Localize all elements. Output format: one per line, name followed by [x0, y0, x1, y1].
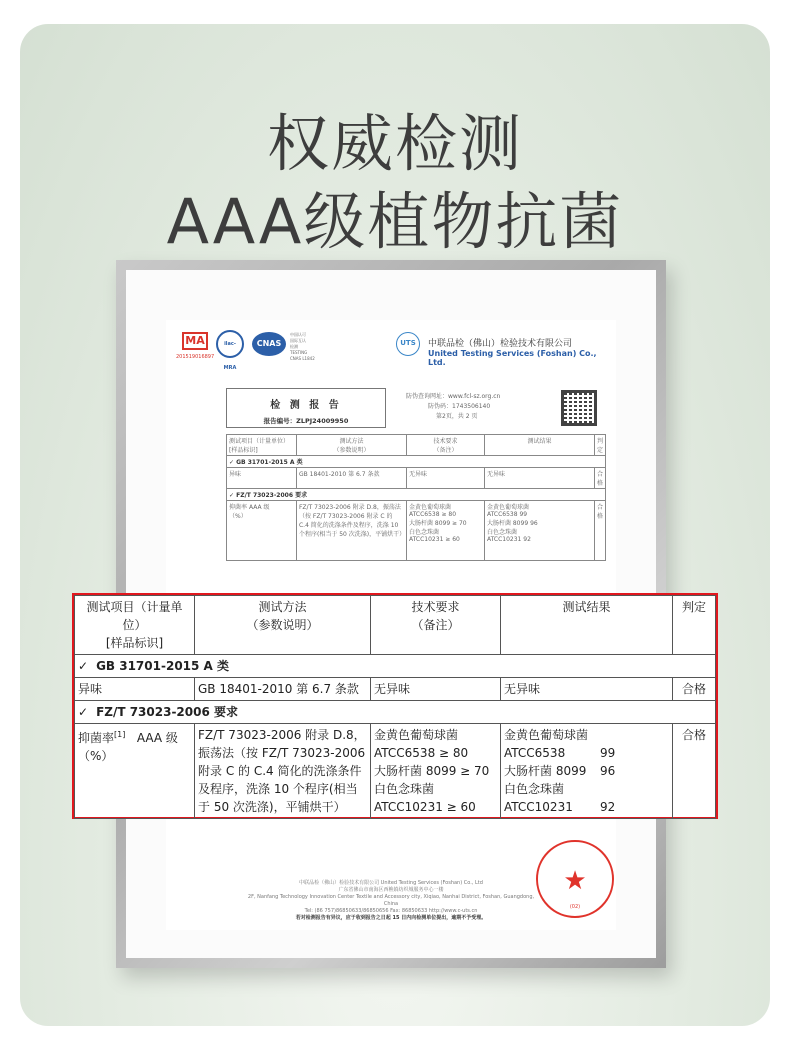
- header-method: 测试方法: [258, 600, 307, 614]
- small-header-result: 测试结果: [484, 435, 594, 456]
- small-res3-val: 96: [530, 520, 538, 527]
- small-res5-name: ATCC10231: [486, 536, 522, 543]
- small-res2-name: ATCC6538: [486, 511, 518, 518]
- small-row2-grade: AAA 级: [248, 504, 270, 511]
- res-candida-row: [504, 798, 669, 816]
- section-row-gb: [75, 655, 716, 678]
- row1-result: 无异味: [501, 678, 673, 701]
- small-header-row: [227, 435, 606, 456]
- qr-code-icon: [561, 390, 597, 426]
- footer-line3: 2F, Nanfang Technology Innovation Center Textile and Accessory city, Xiqiao, Nanhai District, Foshan, Guangdong, China: [247, 894, 535, 907]
- req-candida: 白色念珠菌: [374, 782, 435, 796]
- row2-unit: （%）: [78, 749, 114, 763]
- res-staph-value: 99: [600, 746, 616, 760]
- small-res2-val: 99: [519, 511, 528, 518]
- res-staph-code: ATCC6538: [504, 746, 566, 760]
- res-ecoli-name: 大肠杆菌 8099: [504, 764, 587, 778]
- small-section-row: ✓ FZ/T 73023-2006 要求: [227, 489, 606, 501]
- req-ecoli: 大肠杆菌 8099 ≥ 70: [374, 764, 490, 778]
- header-item-sub: [样品标识]: [105, 636, 164, 650]
- row1-item: 异味: [75, 678, 195, 701]
- small-header-item: 测试项目（计量单位）: [229, 438, 290, 445]
- small-req1: 金黄色葡萄球菌: [408, 504, 451, 511]
- res-candida-code: ATCC10231: [504, 800, 573, 814]
- report-title-box: [226, 388, 386, 428]
- small-res5-val: 92: [523, 536, 531, 543]
- report-title: 检 测 报 告: [270, 400, 342, 411]
- req-staph: 金黄色葡萄球菌: [374, 728, 459, 742]
- page-info: 第2页，共 2 页: [436, 413, 478, 420]
- small-res3-name: 大肠杆菌 8099: [486, 520, 529, 527]
- cma-logo-icon: MA: [182, 332, 208, 350]
- footer-bold: 若对检测报告有异议，应于收到报告之日起 15 日内向检测单位提出，逾期不予受理。: [295, 915, 487, 921]
- footer-line1: 中联品检（佛山）检验技术有限公司 United Testing Services (Foshan) Co., Ltd: [299, 880, 483, 886]
- section-gb-label: GB 31701-2015 A 类: [96, 659, 230, 673]
- uts-logo-icon: UTS: [396, 332, 420, 356]
- req-candida-value: ATCC10231 ≥ 60: [374, 800, 476, 814]
- header-method-sub: （参数说明）: [246, 618, 319, 632]
- headline-line2: AAA级植物抗菌: [166, 185, 624, 258]
- table-header-row: [75, 596, 716, 655]
- small-row2-method: FZ/T 73023-2006 附录 D.8，振荡法（按 FZ/T 73023-2006 附录 C 的 C.4 简化的洗涤条件及程序，洗涤 10 个程序(相当于 50 次洗涤)，平铺烘干）: [296, 501, 406, 561]
- check-icon: ✓: [78, 705, 89, 719]
- small-req2: ATCC6538 ≥ 80: [408, 511, 457, 518]
- small-row2-unit: （%）: [229, 513, 247, 520]
- row2-item: 抑菌率: [78, 731, 115, 745]
- anti-fake-code: 防伪码：1743506140: [428, 403, 491, 410]
- row1-method: GB 18401-2010 第 6.7 条款: [195, 678, 371, 701]
- small-row2-item: 抑菌率: [229, 504, 248, 511]
- res-ecoli-row: [504, 762, 669, 780]
- small-header-req: 技术要求: [433, 438, 458, 445]
- small-res4: 白色念珠菌: [486, 529, 517, 536]
- headline-line1: 权威检测: [266, 107, 523, 180]
- res-candida-value: 92: [600, 800, 616, 814]
- report-footer: [246, 880, 536, 922]
- anti-fake-info: [406, 392, 500, 422]
- cma-code: 201519016897: [176, 354, 215, 360]
- company-name-cn: 中联品检（佛山）检验技术有限公司: [428, 339, 573, 349]
- small-row1-method: GB 18401-2010 第 6.7 条款: [296, 468, 406, 489]
- magnified-table: [72, 593, 718, 819]
- small-sec2: FZ/T 73023-2006 要求: [236, 492, 308, 499]
- small-row1-item: 异味: [227, 468, 297, 489]
- row2-grade: AAA 级: [136, 731, 178, 745]
- stamp-star-icon: ★: [563, 866, 587, 896]
- res-candida: 白色念珠菌: [504, 782, 565, 796]
- small-header-item-sub: [样品标识]: [229, 447, 258, 454]
- header-req: 技术要求: [411, 600, 460, 614]
- magnified-report-table: [74, 595, 716, 819]
- cnas-logo-icon: CNAS: [252, 332, 286, 356]
- small-row1-result: 无异味: [484, 468, 594, 489]
- report-table-small: [226, 434, 606, 561]
- small-header-method: 测试方法: [339, 438, 364, 445]
- official-stamp-icon: [536, 840, 614, 918]
- section-fzt-label: FZ/T 73023-2006 要求: [96, 705, 239, 719]
- small-row2-verdict: 合格: [594, 501, 605, 561]
- table-row-antibacterial: [75, 724, 716, 819]
- row1-requirement: 无异味: [371, 678, 501, 701]
- anti-fake-url: 防伪查询网址：www.fcl-sz.org.cn: [406, 393, 501, 400]
- row2-item-footnote: [1]: [114, 730, 126, 739]
- small-section-row: ✓ GB 31701-2015 A 类: [227, 456, 606, 468]
- req-staph-value: ATCC6538 ≥ 80: [374, 746, 469, 760]
- small-header-verdict: 判定: [594, 435, 605, 456]
- ilac-mra-logo-icon: ilac-MRA: [216, 330, 244, 358]
- row1-verdict: 合格: [673, 678, 716, 701]
- small-res1: 金黄色葡萄球菌: [486, 504, 529, 511]
- header-verdict: 判定: [673, 596, 716, 655]
- res-staph: 金黄色葡萄球菌: [504, 728, 589, 742]
- small-row-odor: [227, 468, 606, 489]
- stamp-code: (02): [569, 904, 581, 910]
- footer-line2: 广东省佛山市南海区西樵镇纺织城服务中心一楼: [338, 887, 444, 893]
- small-req5: ATCC10231 ≥ 60: [408, 536, 460, 543]
- small-header-req-sub: （备注）: [433, 447, 458, 454]
- table-row-odor: [75, 678, 716, 701]
- res-ecoli-value: 96: [600, 764, 616, 778]
- row2-verdict: 合格: [673, 724, 716, 819]
- section-row-fzt: [75, 701, 716, 724]
- header-result: 测试结果: [501, 596, 673, 655]
- check-icon: ✓: [78, 659, 89, 673]
- header-item: 测试项目（计量单位）: [86, 600, 183, 632]
- report-number: 报告编号：ZLPJ24009950: [263, 417, 349, 425]
- res-staph-row: [504, 744, 669, 762]
- footer-line4: Tel: (86 757)86850633/86850656 Fax: 86850633 http://www.c-uts.cn: [304, 908, 478, 914]
- small-row1-verdict: 合格: [594, 468, 605, 489]
- small-req4: 白色念珠菌: [408, 529, 439, 536]
- cnas-text: 中国认可 国际互认 检测 TESTING CNAS L1842: [290, 332, 315, 361]
- company-name-en: United Testing Services (Foshan) Co., Ltd.: [428, 349, 597, 367]
- small-row-antibacterial: [227, 501, 606, 561]
- row2-method: FZ/T 73023-2006 附录 D.8，振荡法（按 FZ/T 73023-2006 附录 C 的 C.4 简化的洗涤条件及程序，洗涤 10 个程序(相当于 50 次洗涤)，平铺烘干）: [195, 724, 371, 819]
- small-header-method-sub: （参数说明）: [333, 447, 370, 454]
- header-req-sub: （备注）: [411, 618, 460, 632]
- small-sec1: GB 31701-2015 A 类: [236, 459, 303, 466]
- small-row1-req: 无异味: [406, 468, 484, 489]
- small-req3: 大肠杆菌 8099 ≥ 70: [408, 520, 467, 527]
